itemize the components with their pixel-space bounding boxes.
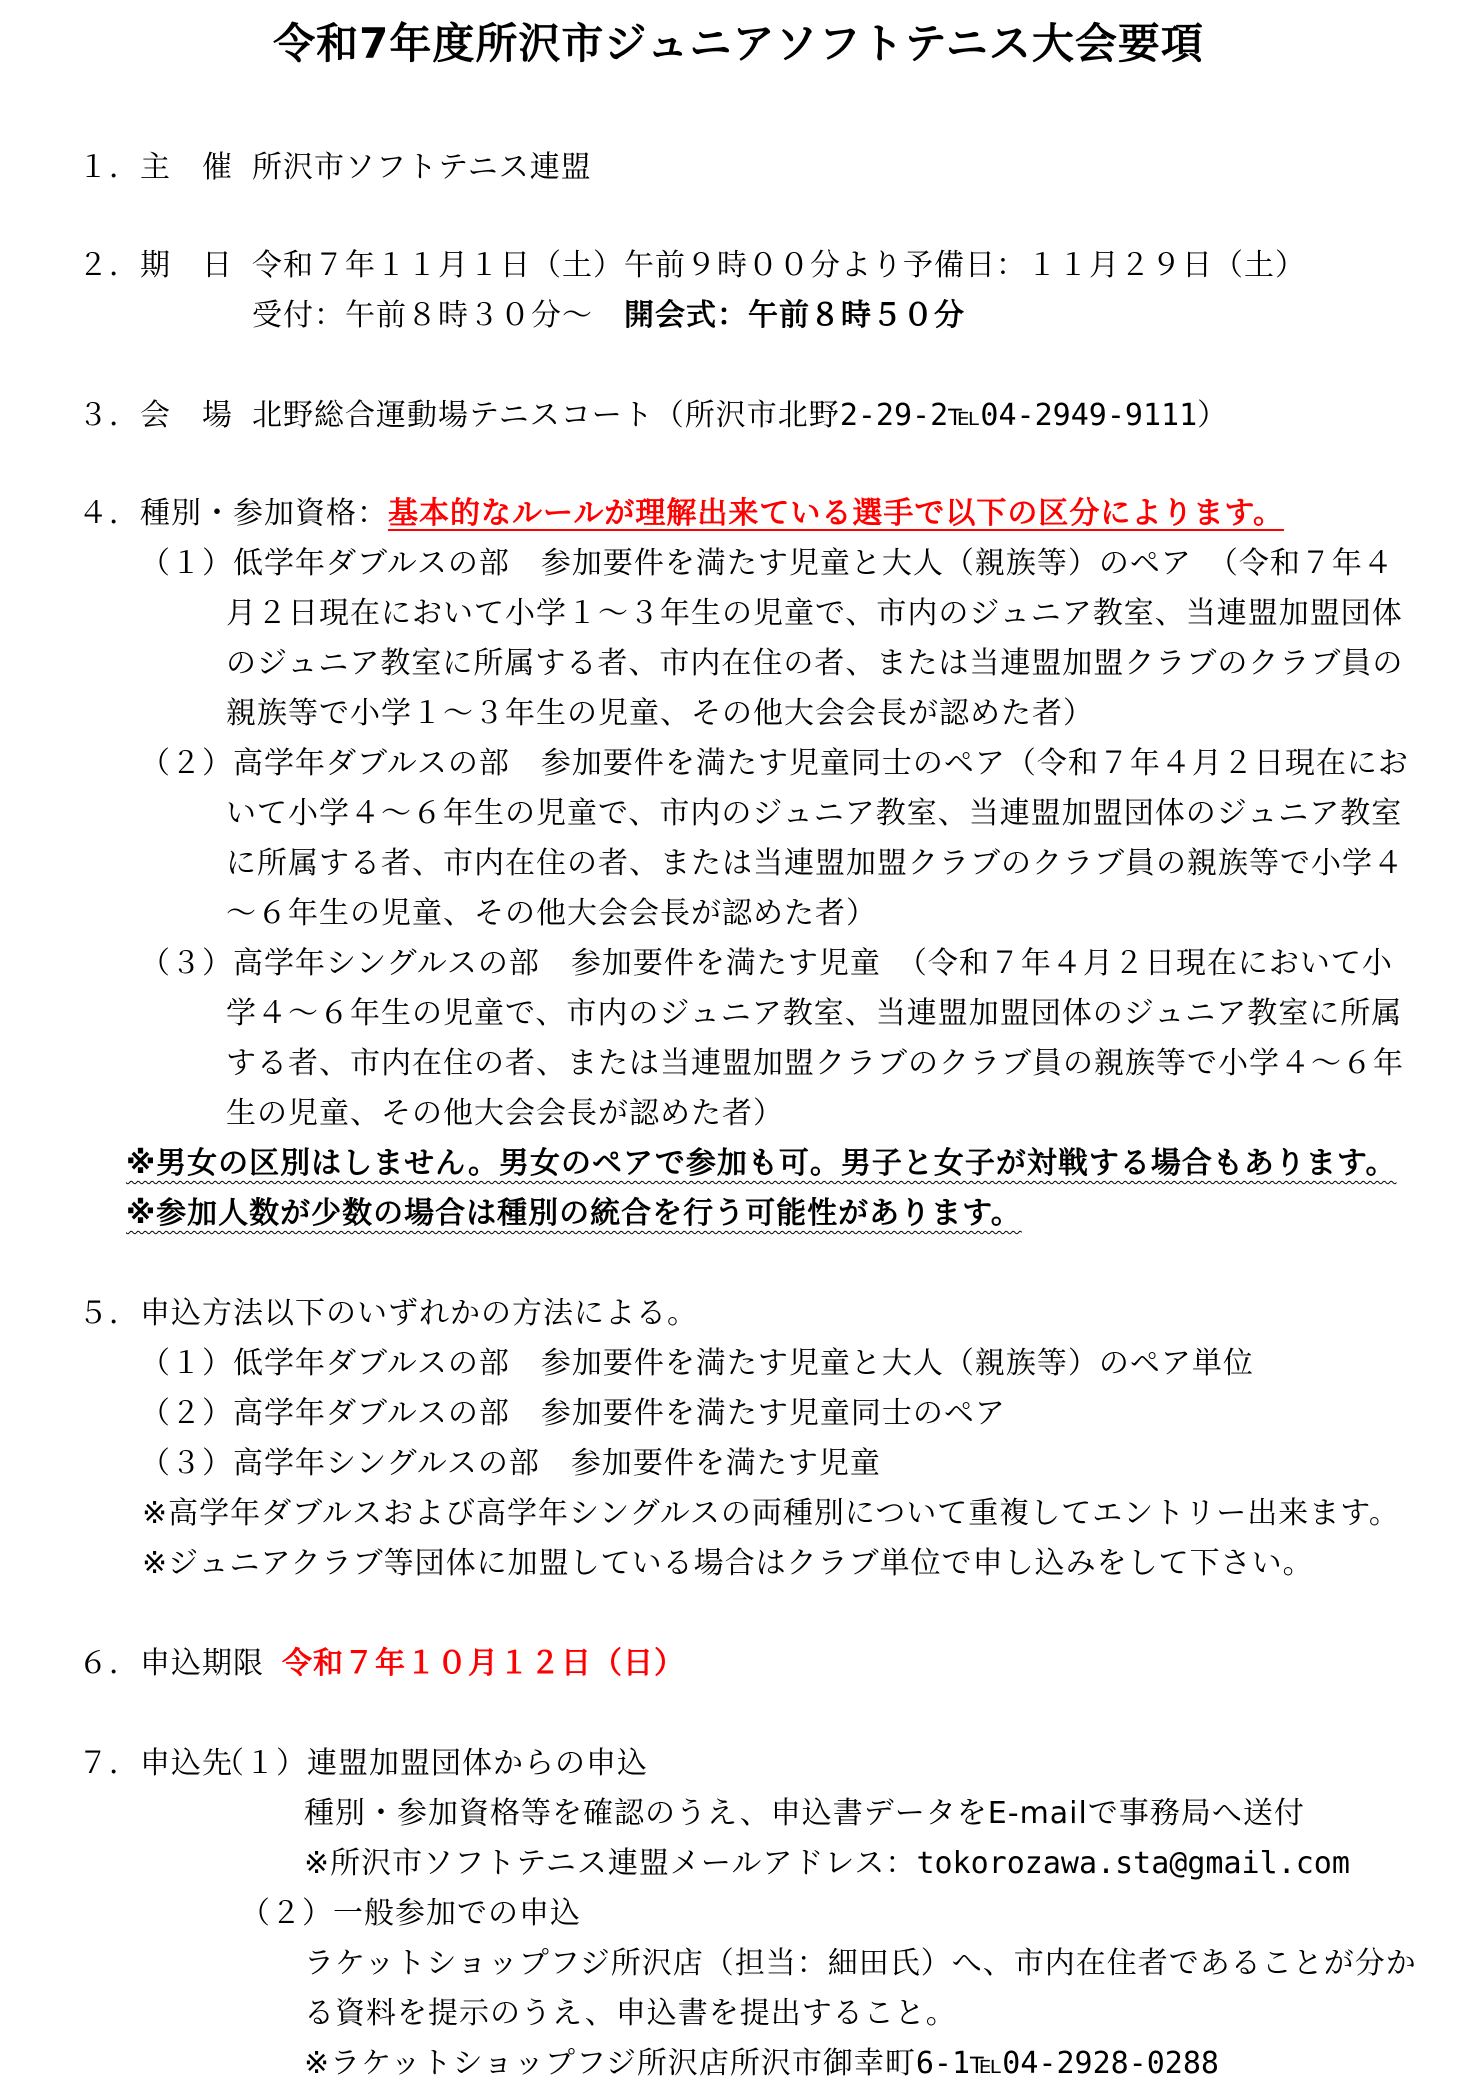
sec7-sub1-line1: 種別・参加資格等を確認のうえ、申込書データをE-mailで事務局へ送付 xyxy=(304,1796,1305,1831)
sec4-item2-line4: 〜６年生の児童、その他大会会長が認めた者） xyxy=(226,896,877,931)
opening-time: 開会式：午前８時５０分 xyxy=(624,298,965,333)
sec1-value: 所沢市ソフトテニス連盟 xyxy=(252,150,592,185)
sec3-venue xyxy=(252,396,1227,436)
sec7-sub2-line3 xyxy=(304,2044,1219,2084)
sec4-item1-line3: のジュニア教室に所属する者、市内在住の者、または当連盟加盟クラブのクラブ員の xyxy=(226,646,1404,681)
sec4-item2-line2: いて小学４〜６年生の児童で、市内のジュニア教室、当連盟加盟団体のジュニア教室 xyxy=(226,796,1403,831)
sec3-label: ３．会 場 xyxy=(78,398,233,433)
sec1-label: １．主 催 xyxy=(78,150,233,185)
sec6-deadline: 令和７年１０月１２日（日） xyxy=(282,1646,685,1681)
email-address: tokorozawa.sta@gmail.com xyxy=(916,1846,1350,1881)
sec4-item3-line3: する者、市内在住の者、または当連盟加盟クラブのクラブ員の親族等で小学４〜６年 xyxy=(226,1046,1404,1081)
sec5-note-duplicate: ※高学年ダブルスおよび高学年シングルスの両種別について重複してエントリー出来ます。 xyxy=(142,1496,1400,1531)
sec4-remark-gender: ※男女の区別はしません。男女のペアで参加も可。男子と女子が対戦する場合もあります。 xyxy=(126,1146,1397,1181)
sec4-item2-line1: （２）高学年ダブルスの部 参加要件を満たす児童同士のペア（令和７年４月２日現在にお xyxy=(140,746,1409,781)
sec5-item1: （１）低学年ダブルスの部 参加要件を満たす児童と大人（親族等）のペア単位 xyxy=(140,1346,1254,1381)
sec7-sub2-line2: る資料を提示のうえ、申込書を提出すること。 xyxy=(304,1996,957,2031)
sec2-reception-line xyxy=(252,296,965,336)
sec4-item2-line3: に所属する者、市内在住の者、または当連盟加盟クラブのクラブ員の親族等で小学４ xyxy=(226,846,1404,881)
reception-time: 受付：午前８時３０分〜 xyxy=(252,298,624,333)
sec5-note-club: ※ジュニアクラブ等団体に加盟している場合はクラブ単位で申し込みをして下さい。 xyxy=(142,1546,1314,1581)
sec4-item3-line2: 学４〜６年生の児童で、市内のジュニア教室、当連盟加盟団体のジュニア教室に所属 xyxy=(226,996,1403,1031)
sec5-item2: （２）高学年ダブルスの部 参加要件を満たす児童同士のペア xyxy=(140,1396,1006,1431)
shop-tel: 6-1℡04-2928-0288 xyxy=(915,2046,1219,2081)
sec2-date-line: 令和７年１１月１日（土）午前９時００分より予備日：１１月２９日（土） xyxy=(252,248,1306,283)
page-title: 令和7年度所沢市ジュニアソフトテニス大会要項 xyxy=(273,19,1204,68)
sec7-sub1-line2 xyxy=(304,1844,1350,1884)
sec7-sub1-title: （１）連盟加盟団体からの申込 xyxy=(214,1746,648,1781)
sec7-label: ７．申込先 xyxy=(78,1746,233,1781)
sec4-item3-line4: 生の児童、その他大会会長が認めた者） xyxy=(226,1096,784,1131)
sec4-item3-line1: （３）高学年シングルスの部 参加要件を満たす児童 （令和７年４月２日現在において小 xyxy=(140,946,1393,981)
sec6-label: ６．申込期限 xyxy=(78,1646,264,1681)
email-label: ※所沢市ソフトテニス連盟メールアドレス： xyxy=(304,1846,917,1881)
sec4-item1-line1: （１）低学年ダブルスの部 参加要件を満たす児童と大人（親族等）のペア （令和７年４ xyxy=(140,546,1394,581)
sec4-item1-line4: 親族等で小学１〜３年生の児童、その他大会会長が認めた者） xyxy=(226,696,1094,731)
sec2-label: ２．期 日 xyxy=(78,248,233,283)
shop-address: ※ラケットショップフジ所沢店所沢市御幸町 xyxy=(304,2046,916,2081)
sec4-item1-line2: 月２日現在において小学１〜３年生の児童で、市内のジュニア教室、当連盟加盟団体 xyxy=(226,596,1403,631)
sec4-eligibility-note: 基本的なルールが理解出来ている選手で以下の区分によります。 xyxy=(388,496,1284,531)
sec4-label: ４．種別・参加資格： xyxy=(78,496,388,531)
sec4-heading xyxy=(78,494,1284,534)
venue-address-tel: 2-29-2℡04-2949-9111） xyxy=(839,398,1228,433)
sec7-sub2-title: （２）一般参加での申込 xyxy=(240,1896,581,1931)
sec7-sub2-line1: ラケットショップフジ所沢店（担当：細田氏）へ、市内在住者であることが分か xyxy=(304,1946,1417,1981)
sec5-item3: （３）高学年シングルスの部 参加要件を満たす児童 xyxy=(140,1446,881,1481)
sec4-remark-merge: ※参加人数が少数の場合は種別の統合を行う可能性があります。 xyxy=(126,1196,1022,1231)
sec5-label: ５．申込方法以下のいずれかの方法による。 xyxy=(78,1296,698,1331)
venue-name: 北野総合運動場テニスコート（所沢市北野 xyxy=(252,398,840,433)
